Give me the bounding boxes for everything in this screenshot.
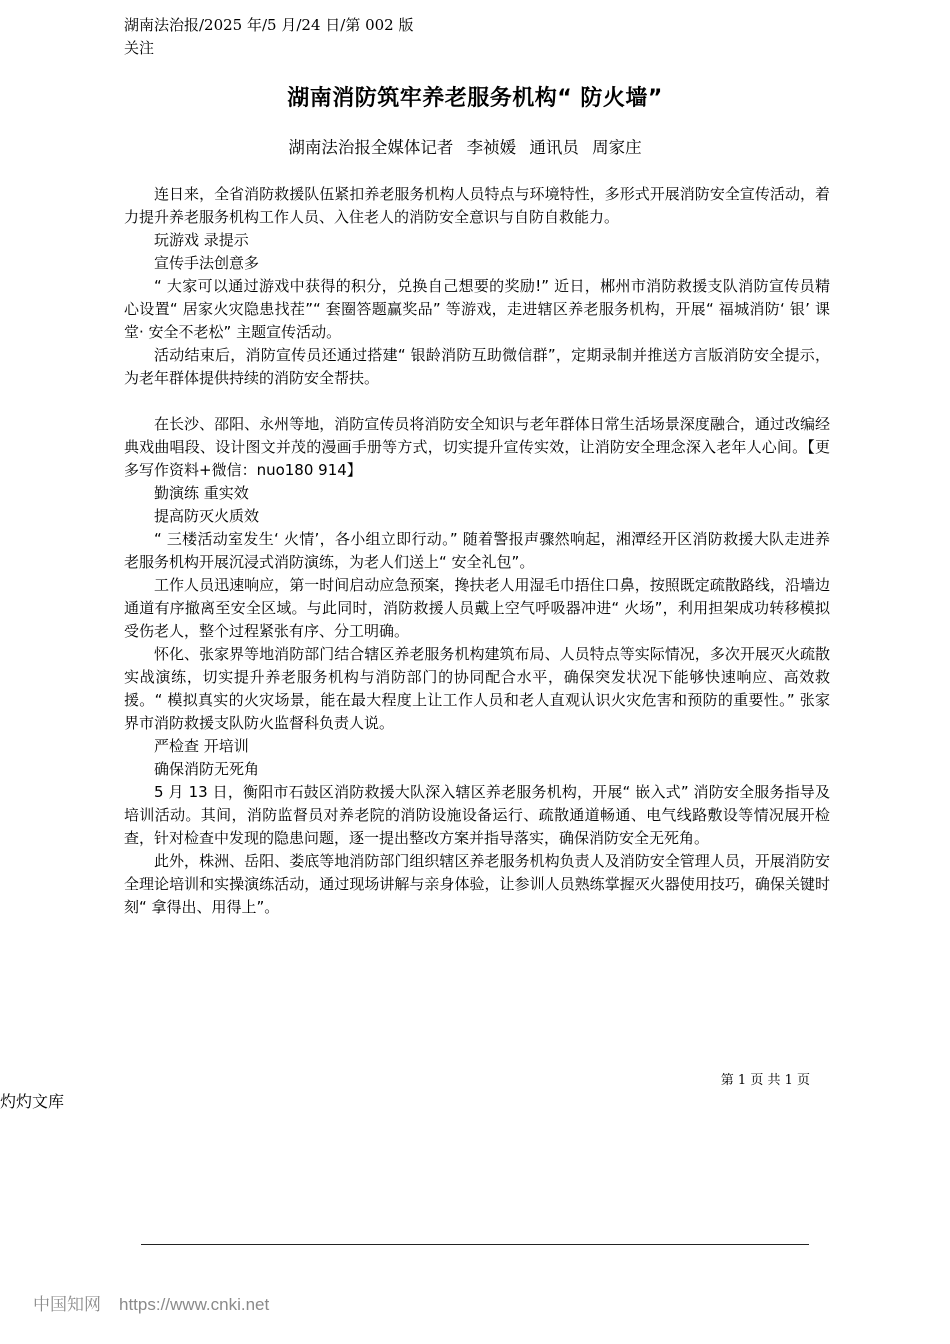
paragraph: 怀化、张家界等地消防部门结合辖区养老服务机构建筑布局、人员特点等实际情况，多次开展灭火疏散实战演练，切实提升养老服务机构与消防部门的协同配合水平，确保突发状况下能够快速响应、高效救援。“ 模拟真实的火灾场景，能在最大程度上让工作人员和老人直观认识火灾危害和预防的重要性。” 张家界市消防救援支队防火监督科负责人说。 xyxy=(124,645,830,732)
subheading-3b: 确保消防无死角 xyxy=(154,760,260,778)
footer-divider xyxy=(141,1244,809,1245)
paragraph: 5 月 13 日，衡阳市石鼓区消防救援大队深入辖区养老服务机构，开展“ 嵌入式” 消防安全服务指导及培训活动。其间，消防监督员对养老院的消防设施设备运行、疏散通道畅通、电气线路敷设等情况展开检查，针对检查中发现的隐患问题，逐一提出整改方案并指导落实，确保消防安全无死角。 xyxy=(124,783,830,847)
subheading-2a: 勤演练 重实效 xyxy=(154,484,249,502)
footer-brand-name: 中国知网 xyxy=(33,1295,101,1315)
publication-source: 湖南法治报/2025 年/5 月/24 日/第 002 版关注 xyxy=(124,16,414,57)
paragraph: 活动结束后，消防宣传员还通过搭建“ 银龄消防互助微信群”，定期录制并推送方言版消防安全提示，为老年群体提供持续的消防安全帮扶。 xyxy=(124,346,830,387)
paragraph: “ 大家可以通过游戏中获得的积分，兑换自己想要的奖励!” 近日，郴州市消防救援支队消防宣传员精心设置“ 居家火灾隐患找茬”“ 套圈答题赢奖品” 等游戏，走进辖区养老服务机构，开展“ 福城消防‘ 银’ 课堂· 安全不老松” 主题宣传活动。 xyxy=(124,277,830,341)
subheading-1b: 宣传手法创意多 xyxy=(154,254,260,272)
paragraph-intro: 连日来，全省消防救援队伍紧扣养老服务机构人员特点与环境特性，多形式开展消防安全宣传活动，着力提升养老服务机构工作人员、入住老人的消防安全意识与自防自救能力。 xyxy=(124,185,830,226)
paragraph: 此外，株洲、岳阳、娄底等地消防部门组织辖区养老服务机构负责人及消防安全管理人员，开展消防安全理论培训和实操演练活动，通过现场讲解与亲身体验，让参训人员熟练掌握灭火器使用技巧，确保关键时刻“ 拿得出、用得上”。 xyxy=(124,852,830,916)
watermark-text: 灼灼文库 xyxy=(0,1092,65,1111)
subheading-3a: 严检查 开培训 xyxy=(154,737,249,755)
article-title: 湖南消防筑牢养老服务机构“ 防火墙” xyxy=(287,86,663,111)
paragraph-gap xyxy=(124,390,830,413)
page-number: 第 1 页 共 1 页 xyxy=(720,1073,810,1088)
article-byline: 湖南法治报全媒体记者 李祯媛 通讯员 周家庄 xyxy=(288,138,642,157)
footer-url-link[interactable]: https://www.cnki.net xyxy=(119,1295,270,1314)
subheading-2b: 提高防灭火质效 xyxy=(154,507,260,525)
footer xyxy=(33,1293,269,1317)
article-body xyxy=(124,183,830,919)
subheading-1a: 玩游戏 录提示 xyxy=(154,231,249,249)
paragraph: 在长沙、邵阳、永州等地，消防宣传员将消防安全知识与老年群体日常生活场景深度融合，通过改编经典戏曲唱段、设计图文并茂的漫画手册等方式，切实提升宣传实效，让消防安全理念深入老年人心间。【更多写作资料+微信：nuo180 914】 xyxy=(124,415,830,479)
paragraph: “ 三楼活动室发生‘ 火情’，各小组立即行动。” 随着警报声骤然响起，湘潭经开区消防救援大队走进养老服务机构开展沉浸式消防演练，为老人们送上“ 安全礼包”。 xyxy=(124,530,830,571)
paragraph: 工作人员迅速响应，第一时间启动应急预案，搀扶老人用湿毛巾捂住口鼻，按照既定疏散路线，沿墙边通道有序撤离至安全区域。与此同时，消防救援人员戴上空气呼吸器冲进“ 火场”，利用担架成功转移模拟受伤老人，整个过程紧张有序、分工明确。 xyxy=(124,576,830,640)
